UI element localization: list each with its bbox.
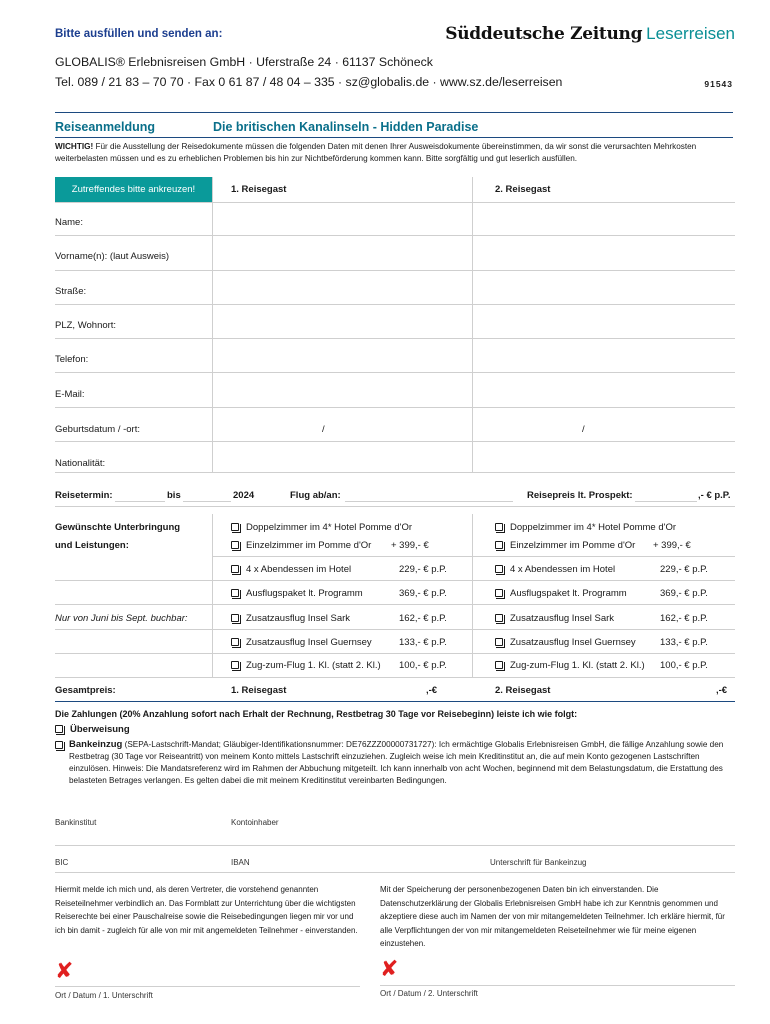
bic-label: BIC bbox=[55, 858, 69, 867]
checkbox-icon[interactable] bbox=[55, 725, 63, 733]
total-guest2-suffix: ,-€ bbox=[716, 685, 728, 696]
debit-label: Bankeinzug bbox=[69, 739, 123, 750]
row-line bbox=[55, 372, 735, 373]
checkbox-icon[interactable] bbox=[231, 541, 239, 549]
g2-option-sark-price: 162,- € p.P. bbox=[660, 613, 708, 624]
g2-option-dinner[interactable]: 4 x Abendessen im Hotel bbox=[495, 564, 615, 575]
checkbox-icon[interactable] bbox=[495, 565, 503, 573]
checkbox-icon[interactable] bbox=[495, 541, 503, 549]
total-guest1-label: 1. Reisegast bbox=[231, 685, 287, 696]
checkbox-icon[interactable] bbox=[495, 661, 503, 669]
row-line bbox=[55, 629, 735, 630]
total-guest2-label: 2. Reisegast bbox=[495, 685, 551, 696]
signature-line-2[interactable] bbox=[380, 985, 735, 986]
checkbox-icon[interactable] bbox=[495, 614, 503, 622]
checkbox-icon[interactable] bbox=[231, 565, 239, 573]
checkbox-icon[interactable] bbox=[231, 661, 239, 669]
guest1-header: 1. Reisegast bbox=[231, 184, 287, 195]
form-instruction: Bitte ausfüllen und senden an: bbox=[55, 28, 223, 40]
accommodation-label-2: und Leistungen: bbox=[55, 540, 129, 551]
row-line bbox=[55, 580, 735, 581]
price-suffix: ,- € p.P. bbox=[698, 490, 731, 501]
signature-mark-icon: ✘ bbox=[55, 958, 74, 983]
debit-signature-label: Unterschrift für Bankeinzug bbox=[490, 858, 587, 867]
important-notice bbox=[55, 141, 735, 165]
signature-1-label: Ort / Datum / 1. Unterschrift bbox=[55, 991, 153, 1000]
field-birth: Geburtsdatum / -ort: bbox=[55, 424, 141, 435]
g2-option-guernsey[interactable]: Zusatzausflug Insel Guernsey bbox=[495, 637, 636, 648]
g1-option-excursions[interactable]: Ausflugspaket lt. Programm bbox=[231, 588, 363, 599]
accommodation-label-1: Gewünschte Unterbringung bbox=[55, 522, 181, 533]
row-line bbox=[55, 604, 735, 605]
privacy-consent: Mit der Speicherung der personenbezogenen Daten bin ich einverstanden. Die Datenschutzerklärung der Globalis Erlebnisreisen GmbH habe ich zur Kenntnis genommen und akzeptiere diese auch im Namen der von mir mitangemeldeten Teilnehmer. Ich erkläre hiermit, für alle Verpflichtungen der von mir mitangemeldeten Reiseteilnehmer wie für meine eigenen einzustehen. bbox=[380, 885, 725, 948]
g1-option-dinner[interactable]: 4 x Abendessen im Hotel bbox=[231, 564, 351, 575]
g1-option-guernsey-price: 133,- € p.P. bbox=[399, 637, 447, 648]
g1-option-excursions-price: 369,- € p.P. bbox=[399, 588, 447, 599]
g2-option-train-price: 100,- € p.P. bbox=[660, 660, 708, 671]
column-divider bbox=[472, 177, 473, 472]
g1-single-room-price: + 399,- € bbox=[391, 540, 429, 551]
row-line bbox=[55, 304, 735, 305]
row-line bbox=[212, 556, 735, 557]
g2-option-guernsey-price: 133,- € p.P. bbox=[660, 637, 708, 648]
travel-date-from-field[interactable] bbox=[115, 501, 165, 502]
g2-option-train[interactable]: Zug-zum-Flug 1. Kl. (statt 2. Kl.) bbox=[495, 660, 645, 671]
warning-label: WICHTIG! bbox=[55, 142, 94, 151]
checkbox-icon[interactable] bbox=[495, 523, 503, 531]
iban-label: IBAN bbox=[231, 858, 250, 867]
checkbox-icon[interactable] bbox=[231, 523, 239, 531]
g2-option-dinner-price: 229,- € p.P. bbox=[660, 564, 708, 575]
tick-hint: Zutreffendes bitte ankreuzen! bbox=[55, 177, 212, 202]
row-line bbox=[55, 270, 735, 271]
account-holder-label: Kontoinhaber bbox=[231, 818, 279, 827]
row-line bbox=[55, 677, 735, 678]
signature-2-label: Ort / Datum / 2. Unterschrift bbox=[380, 989, 478, 998]
birth-separator-2: / bbox=[582, 424, 585, 435]
row-line bbox=[55, 235, 735, 236]
checkbox-icon[interactable] bbox=[231, 638, 239, 646]
travel-year: 2024 bbox=[233, 490, 255, 501]
brand-logo bbox=[445, 24, 735, 44]
company-contact: Tel. 089 / 21 83 – 70 70 · Fax 0 61 87 / 48 04 – 335 · sz@globalis.de · www.sz.de/leserreisen bbox=[55, 75, 563, 89]
payment-intro: Die Zahlungen (20% Anzahlung sofort nach Erhalt der Rechnung, Restbetrag 30 Tage vor Reisebeginn) leiste ich wie folgt: bbox=[55, 709, 578, 719]
checkbox-icon[interactable] bbox=[231, 589, 239, 597]
divider bbox=[55, 137, 733, 138]
g1-option-train-price: 100,- € p.P. bbox=[399, 660, 447, 671]
g1-option-dinner-price: 229,- € p.P. bbox=[399, 564, 447, 575]
row-line bbox=[55, 338, 735, 339]
g2-single-room[interactable]: Einzelzimmer im Pomme d'Or bbox=[495, 540, 635, 551]
g1-option-guernsey[interactable]: Zusatzausflug Insel Guernsey bbox=[231, 637, 372, 648]
g1-option-sark[interactable]: Zusatzausflug Insel Sark bbox=[231, 613, 350, 624]
form-title: Reiseanmeldung bbox=[55, 120, 156, 134]
row-line bbox=[55, 653, 735, 654]
g2-option-excursions[interactable]: Ausflugspaket lt. Programm bbox=[495, 588, 627, 599]
logo-product: Leserreisen bbox=[646, 24, 735, 43]
field-zip-city: PLZ, Wohnort: bbox=[55, 320, 117, 331]
form-code: 91543 bbox=[704, 79, 733, 89]
travel-date-to-field[interactable] bbox=[183, 501, 231, 502]
g2-option-excursions-price: 369,- € p.P. bbox=[660, 588, 708, 599]
debit-text: (SEPA-Lastschrift-Mandat; Gläubiger-Identifikationsnummer: DE76ZZZ00000731727): Ich ermächtige Globalis Erlebnisreisen GmbH, die fällige Anzahlung sowie den Restbetrag (30 Tage vor Reiseantritt) von meinem Konto mittels Lastschrift einzuziehen. Zugleich weise ich mein Kreditinstitut an, die auf mein Konto gezogenen Lastschriften einzulösen. Hinweis: Die Mandatsreferenz wird im Rahmen der Abbuchung mitgeteilt. Ich kann innerhalb von acht Wochen, beginnend mit dem Belastungsdatum, die Erstattung des belasteten Betrages verlangen. Es gelten dabei die mit meinem Kreditinstitut vereinbarten Bedingungen. bbox=[69, 740, 724, 785]
field-email: E-Mail: bbox=[55, 389, 85, 400]
field-street: Straße: bbox=[55, 286, 87, 297]
birth-separator-1: / bbox=[322, 424, 325, 435]
g2-option-sark[interactable]: Zusatzausflug Insel Sark bbox=[495, 613, 614, 624]
travel-date-label: Reisetermin: bbox=[55, 490, 113, 501]
registration-consent: Hiermit melde ich mich und, als deren Vertreter, die vorstehend genannten Reiseteilnehmer verbindlich an. Das Formblatt zur Unterrichtung über die wichtigsten Reiserechte bei einer Pauschalreise sowie die Reisebedingungen liegen mir vor und ich bin damit - zugleich für alle von mir mit angemeldeten Teilnehmer - einverstanden. bbox=[55, 885, 358, 935]
checkbox-icon[interactable] bbox=[495, 638, 503, 646]
g2-double-room[interactable]: Doppelzimmer im 4* Hotel Pomme d'Or bbox=[495, 522, 676, 533]
trip-title: Die britischen Kanalinseln - Hidden Paradise bbox=[213, 120, 479, 134]
bank-institute-label: Bankinstitut bbox=[55, 818, 97, 827]
row-line bbox=[55, 472, 735, 473]
g2-single-room-price: + 399,- € bbox=[653, 540, 691, 551]
field-name: Name: bbox=[55, 217, 83, 228]
flight-label: Flug ab/an: bbox=[290, 490, 341, 501]
checkbox-icon[interactable] bbox=[495, 589, 503, 597]
logo-paper: Süddeutsche Zeitung bbox=[445, 24, 643, 44]
checkbox-icon[interactable] bbox=[231, 614, 239, 622]
row-line bbox=[55, 845, 735, 846]
travel-date-to-label: bis bbox=[167, 490, 181, 501]
g1-option-train[interactable]: Zug-zum-Flug 1. Kl. (statt 2. Kl.) bbox=[231, 660, 381, 671]
total-label: Gesamtpreis: bbox=[55, 685, 116, 696]
season-restriction: Nur von Juni bis Sept. buchbar: bbox=[55, 613, 188, 624]
divider bbox=[55, 112, 733, 113]
row-line bbox=[55, 202, 735, 203]
column-divider bbox=[212, 177, 213, 472]
checkbox-icon[interactable] bbox=[55, 741, 63, 749]
row-line bbox=[55, 872, 735, 873]
field-nationality: Nationalität: bbox=[55, 458, 106, 469]
company-address: GLOBALIS® Erlebnisreisen GmbH · Uferstraße 24 · 61137 Schöneck bbox=[55, 55, 433, 69]
field-firstname: Vorname(n): (laut Ausweis) bbox=[55, 251, 170, 262]
signature-mark-icon: ✘ bbox=[380, 956, 399, 981]
g1-single-room[interactable]: Einzelzimmer im Pomme d'Or bbox=[231, 540, 371, 551]
row-line bbox=[55, 441, 735, 442]
total-guest1-suffix: ,-€ bbox=[426, 685, 438, 696]
row-line bbox=[55, 506, 735, 507]
warning-text: Für die Ausstellung der Reisedokumente müssen die folgenden Daten mit denen Ihrer Ausweisdokumente übereinstimmen, da wir sonst die verursachten Mehrkosten weiterbelasten müssen und es zu erheblichen Problemen bis hin zur Nichtbeförderung kommen kann. Bitte sorgfältig und gut leserlich ausfüllen. bbox=[55, 142, 697, 163]
signature-line-1[interactable] bbox=[55, 986, 360, 987]
g1-double-room[interactable]: Doppelzimmer im 4* Hotel Pomme d'Or bbox=[231, 522, 412, 533]
field-phone: Telefon: bbox=[55, 354, 89, 365]
row-line bbox=[55, 701, 735, 702]
payment-debit[interactable] bbox=[55, 739, 735, 787]
flight-field[interactable] bbox=[345, 501, 513, 502]
price-field[interactable] bbox=[635, 501, 697, 502]
g1-option-sark-price: 162,- € p.P. bbox=[399, 613, 447, 624]
guest2-header: 2. Reisegast bbox=[495, 184, 551, 195]
payment-transfer[interactable]: Überweisung bbox=[55, 724, 130, 735]
price-label: Reisepreis lt. Prospekt: bbox=[527, 490, 633, 501]
row-line bbox=[55, 407, 735, 408]
